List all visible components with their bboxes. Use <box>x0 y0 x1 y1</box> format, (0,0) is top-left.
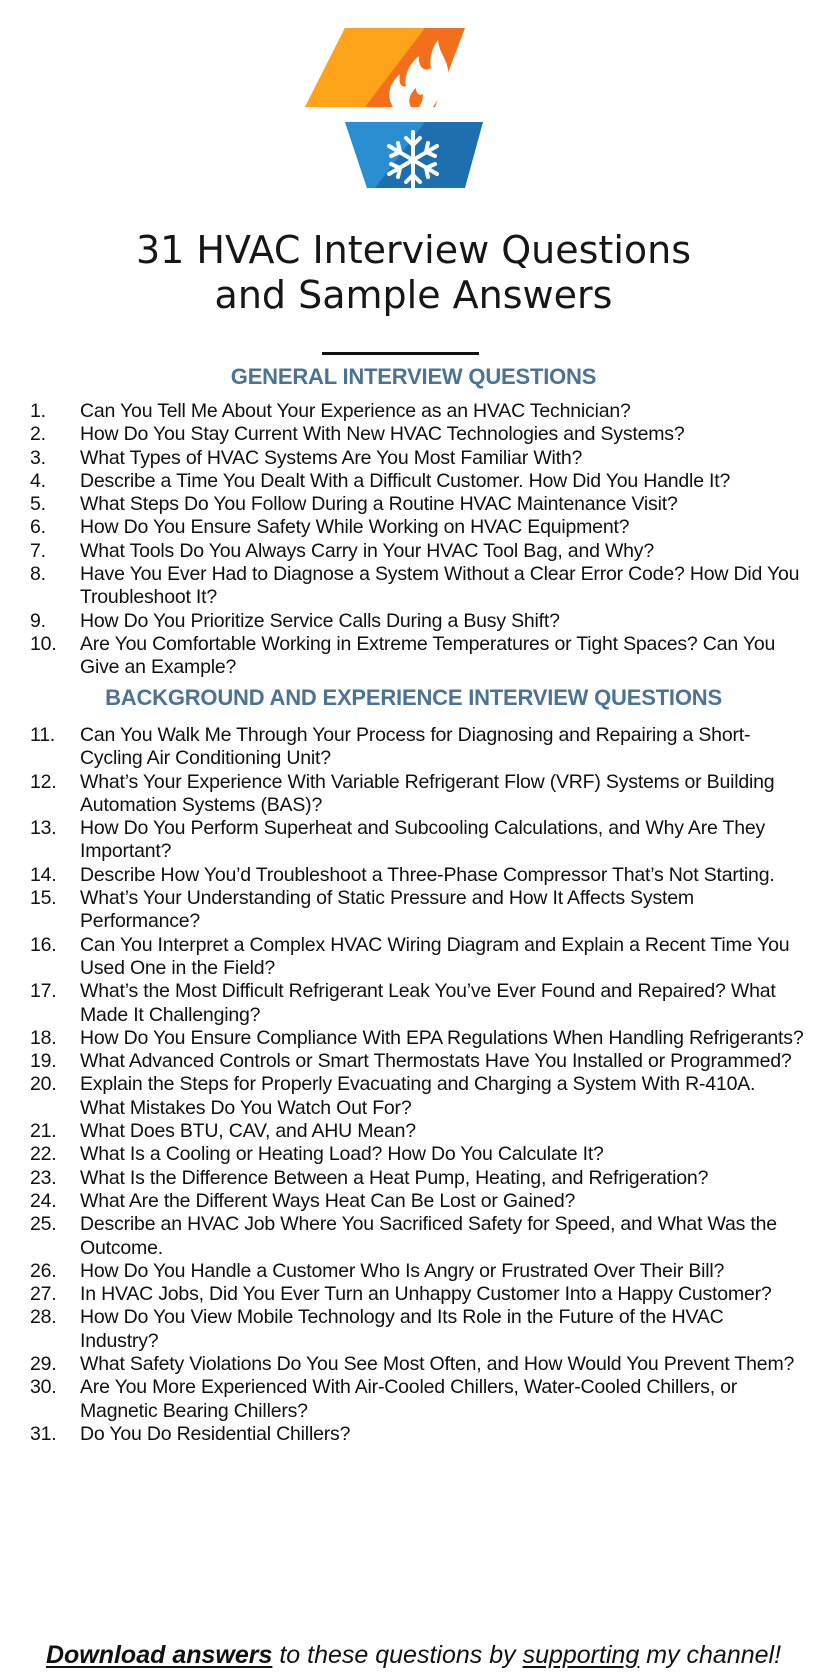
question-item <box>30 423 805 446</box>
question-number: 8. <box>30 563 46 586</box>
general-questions-list <box>30 400 805 680</box>
question-text: Do You Do Residential Chillers? <box>80 1422 351 1445</box>
question-text: Can You Interpret a Complex HVAC Wiring Diagram and Explain a Recent Time You Used One in the Field? <box>80 933 790 979</box>
question-number: 22. <box>30 1143 57 1166</box>
question-text: Explain the Steps for Properly Evacuating and Charging a System With R-410A. What Mistakes Do You Watch Out For? <box>80 1073 756 1119</box>
question-text: What Tools Do You Always Carry in Your HVAC Tool Bag, and Why? <box>80 539 654 562</box>
question-text: In HVAC Jobs, Did You Ever Turn an Unhappy Customer Into a Happy Customer? <box>80 1283 772 1306</box>
question-text: How Do You Ensure Safety While Working on HVAC Equipment? <box>80 516 630 539</box>
question-text: Describe How You’d Troubleshoot a Three-Phase Compressor That’s Not Starting. <box>80 863 775 886</box>
question-number: 19. <box>30 1050 57 1073</box>
question-item <box>30 1027 805 1050</box>
question-number: 28. <box>30 1306 57 1329</box>
question-item <box>30 400 805 423</box>
question-number: 25. <box>30 1213 57 1236</box>
question-number: 20. <box>30 1073 57 1096</box>
question-number: 14. <box>30 863 57 886</box>
question-item <box>30 1190 805 1213</box>
page-title <box>0 228 827 318</box>
question-text: How Do You View Mobile Technology and Its Role in the Future of the HVAC Industry? <box>80 1306 724 1352</box>
question-number: 23. <box>30 1166 57 1189</box>
question-item <box>30 540 805 563</box>
title-line-2: and Sample Answers <box>214 273 613 317</box>
question-text: What Safety Violations Do You See Most Often, and How Would You Prevent Them? <box>80 1353 795 1376</box>
question-text: Are You More Experienced With Air-Cooled Chillers, Water-Cooled Chillers, or Magnetic Bearing Chillers? <box>80 1376 738 1422</box>
question-text: Are You Comfortable Working in Extreme Temperatures or Tight Spaces? Can You Give an Example? <box>80 632 776 679</box>
title-divider <box>322 352 479 355</box>
question-number: 26. <box>30 1259 57 1282</box>
question-number: 21. <box>30 1120 57 1143</box>
question-item <box>30 724 805 771</box>
section-heading-background: BACKGROUND AND EXPERIENCE INTERVIEW QUESTIONS <box>105 685 722 710</box>
question-number: 4. <box>30 469 46 492</box>
question-number: 11. <box>30 724 56 746</box>
question-number: 5. <box>30 493 46 516</box>
question-number: 13. <box>30 817 57 840</box>
question-text: Describe an HVAC Job Where You Sacrificed Safety for Speed, and What Was the Outcome. <box>80 1213 777 1259</box>
question-item <box>30 817 805 864</box>
question-text: How Do You Ensure Compliance With EPA Regulations When Handling Refrigerants? <box>80 1026 804 1049</box>
question-item <box>30 980 805 1027</box>
question-number: 1. <box>30 400 46 422</box>
question-item <box>30 1283 805 1306</box>
question-item <box>30 470 805 493</box>
footer-cta <box>0 1640 827 1670</box>
question-text: What Are the Different Ways Heat Can Be Lost or Gained? <box>80 1189 576 1212</box>
question-text: Have You Ever Had to Diagnose a System Without a Clear Error Code? How Did You Troubleshoot It? <box>80 563 800 609</box>
question-number: 18. <box>30 1026 57 1049</box>
question-number: 12. <box>30 770 57 793</box>
background-questions-list <box>30 724 805 1446</box>
question-item <box>30 1143 805 1166</box>
question-item <box>30 563 805 610</box>
question-item <box>30 447 805 470</box>
question-text: How Do You Stay Current With New HVAC Technologies and Systems? <box>80 423 685 446</box>
question-item <box>30 1376 805 1423</box>
question-text: How Do You Perform Superheat and Subcooling Calculations, and Why Are They Important? <box>80 817 766 863</box>
question-text: Can You Walk Me Through Your Process for Diagnosing and Repairing a Short-Cycling Air Conditioning Unit? <box>80 724 751 770</box>
question-text: How Do You Handle a Customer Who Is Angry or Frustrated Over Their Bill? <box>80 1259 725 1282</box>
question-item <box>30 934 805 981</box>
question-number: 16. <box>30 933 57 956</box>
question-item <box>30 887 805 934</box>
question-text: What’s the Most Difficult Refrigerant Leak You’ve Ever Found and Repaired? What Made It Challenging? <box>80 980 776 1026</box>
question-item <box>30 516 805 539</box>
question-text: Describe a Time You Dealt With a Difficult Customer. How Did You Handle It? <box>80 469 731 492</box>
question-text: How Do You Prioritize Service Calls During a Busy Shift? <box>80 609 560 632</box>
question-number: 27. <box>30 1283 57 1306</box>
question-text: What Is a Cooling or Heating Load? How Do You Calculate It? <box>80 1143 604 1166</box>
section-heading-general: GENERAL INTERVIEW QUESTIONS <box>230 364 597 389</box>
question-number: 31. <box>30 1422 57 1445</box>
question-text: What’s Your Experience With Variable Refrigerant Flow (VRF) Systems or Building Automation Systems (BAS)? <box>80 770 775 816</box>
question-number: 7. <box>30 539 46 562</box>
question-text: What’s Your Understanding of Static Pressure and How It Affects System Performance? <box>80 887 694 933</box>
question-number: 30. <box>30 1376 57 1399</box>
question-number: 24. <box>30 1189 57 1212</box>
question-number: 10. <box>30 632 57 655</box>
question-item <box>30 1423 805 1446</box>
download-answers-link[interactable]: Download answers <box>45 1641 273 1669</box>
question-item <box>30 633 805 680</box>
question-item <box>30 1073 805 1120</box>
title-line-1: 31 HVAC Interview Questions <box>135 228 692 272</box>
question-text: Can You Tell Me About Your Experience as an HVAC Technician? <box>80 400 631 422</box>
question-text: What Does BTU, CAV, and AHU Mean? <box>80 1120 416 1143</box>
question-number: 6. <box>30 516 46 539</box>
question-item <box>30 1353 805 1376</box>
question-item <box>30 610 805 633</box>
question-item <box>30 1167 805 1190</box>
question-item <box>30 1050 805 1073</box>
question-item <box>30 771 805 818</box>
question-text: What Steps Do You Follow During a Routine HVAC Maintenance Visit? <box>80 493 678 516</box>
question-item <box>30 864 805 887</box>
question-item <box>30 1120 805 1143</box>
question-number: 17. <box>30 980 57 1003</box>
question-number: 9. <box>30 609 46 632</box>
question-number: 2. <box>30 423 46 446</box>
question-item <box>30 1213 805 1260</box>
question-number: 3. <box>30 446 46 469</box>
question-text: What Types of HVAC Systems Are You Most Familiar With? <box>80 446 583 469</box>
hvac-flame-snowflake-logo-icon <box>305 28 505 203</box>
question-item <box>30 1260 805 1283</box>
question-number: 15. <box>30 887 57 910</box>
question-number: 29. <box>30 1353 57 1376</box>
footer-middle-text: to these questions by <box>272 1641 523 1669</box>
question-text: What Advanced Controls or Smart Thermostats Have You Installed or Programmed? <box>80 1050 792 1073</box>
question-item <box>30 493 805 516</box>
footer-end-text: my channel! <box>639 1641 782 1669</box>
question-item <box>30 1306 805 1353</box>
question-text: What Is the Difference Between a Heat Pump, Heating, and Refrigeration? <box>80 1166 709 1189</box>
supporting-link[interactable]: supporting <box>522 1641 640 1669</box>
